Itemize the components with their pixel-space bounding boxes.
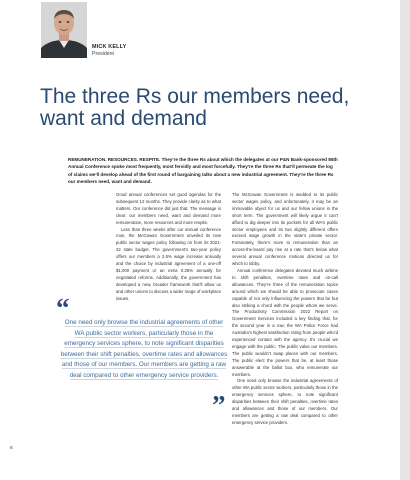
author-photo bbox=[41, 2, 87, 58]
page-margin bbox=[400, 0, 410, 480]
author-role: President bbox=[92, 51, 114, 57]
page-number: 8 bbox=[10, 446, 13, 451]
pull-quote-text: One need only browse the industrial agreements of other WA public sector workers, particularly those in the emergency services sphere, to note significant disparities between their shift penalties, overtime rates and allowances and those of our members. Our members are getting a raw deal compared to other emergency service providers. bbox=[60, 319, 228, 379]
right-column bbox=[232, 192, 338, 427]
article-lede: REMUNERATION. RESOURCES. RESPITE. They’re the three Rs about which the delegates at our P&N Bank-sponsored 85th Annual Conference spoke most frequently, most fervidly and most forcefully. They’re the three Rs that’ll permeate the log of claims we’ll develop ahead of the first round of bargaining talks about a new industrial agreement. They’re the three Rs our members need, want and demand. bbox=[68, 157, 338, 185]
paragraph: Good annual conferences set good agendas for the subsequent 12 months. They provide clarity as to what matters. Our conference did just that. The message is clear: our members need, want and demand more remuneration, more resources and more respite. bbox=[116, 192, 221, 225]
paragraph: One need only browse the industrial agreements of other WA public sector workers, particularly those in the emergency services sphere, to note significant disparities between their shift penalties, overtime rates and allowances and those of our members. Our members are getting a raw deal compared to other emergency service providers. bbox=[232, 378, 338, 425]
paragraph: The McGowan Government is wedded to its public sector wages policy, and unfortunately, it may be an immovable object for us and our fellow unions in the short term. The government will likely argue it can’t afford to dig deeper into its pockets for all WA’s public sector employees and its two slightly different offers exceed wage growth in the state’s private sector. Fortunately, there’s more to remuneration than an across-the-board pay rise at a rate that’s below what several annual conference motions directed us for which to lobby. bbox=[232, 192, 338, 267]
left-column bbox=[116, 192, 221, 303]
page-title: The three Rs our members need, want and demand bbox=[40, 85, 350, 130]
author-portrait-icon bbox=[41, 2, 87, 58]
paragraph: Annual conference delegates devoted much airtime to shift penalties, overtime rates and on-call allowances. They’re three of the remuneration topics around which we should be able to prosecute cases capable of not only influencing the powers that be but also striking a chord with the people whom we serve. The Productivity Commission 2022 Report on Government Services included a key finding that, for the second year in a row, the WA Police Force had Australia’s highest satisfaction rating from people who’d experienced contact with the agency. It’s crucial we engage with the public. The public value our members. The public wouldn’t swap places with our members. The public elect the powers that be, at least those answerable at the ballot box, who remunerate our members. bbox=[232, 267, 338, 377]
paragraph: Less than three weeks after our annual conference rose, the McGowan Government unveiled its new public sector wages policy following on from its 2021-22 state budget. The government’s two-year policy offers our members a 2.5% wage increase annually and the choice by industrial agreement of a one-off $1,000 payment or an extra 0.25% annually for negotiated reforms. Additionally, the government has developed a new, broader framework that’ll allow us and other unions to discuss a wider range of workplace issues. bbox=[116, 226, 221, 301]
quote-open-icon: “ bbox=[56, 293, 70, 323]
quote-close-icon: ” bbox=[212, 390, 226, 420]
pull-quote bbox=[60, 318, 228, 382]
author-name: MICK KELLY bbox=[92, 44, 127, 50]
